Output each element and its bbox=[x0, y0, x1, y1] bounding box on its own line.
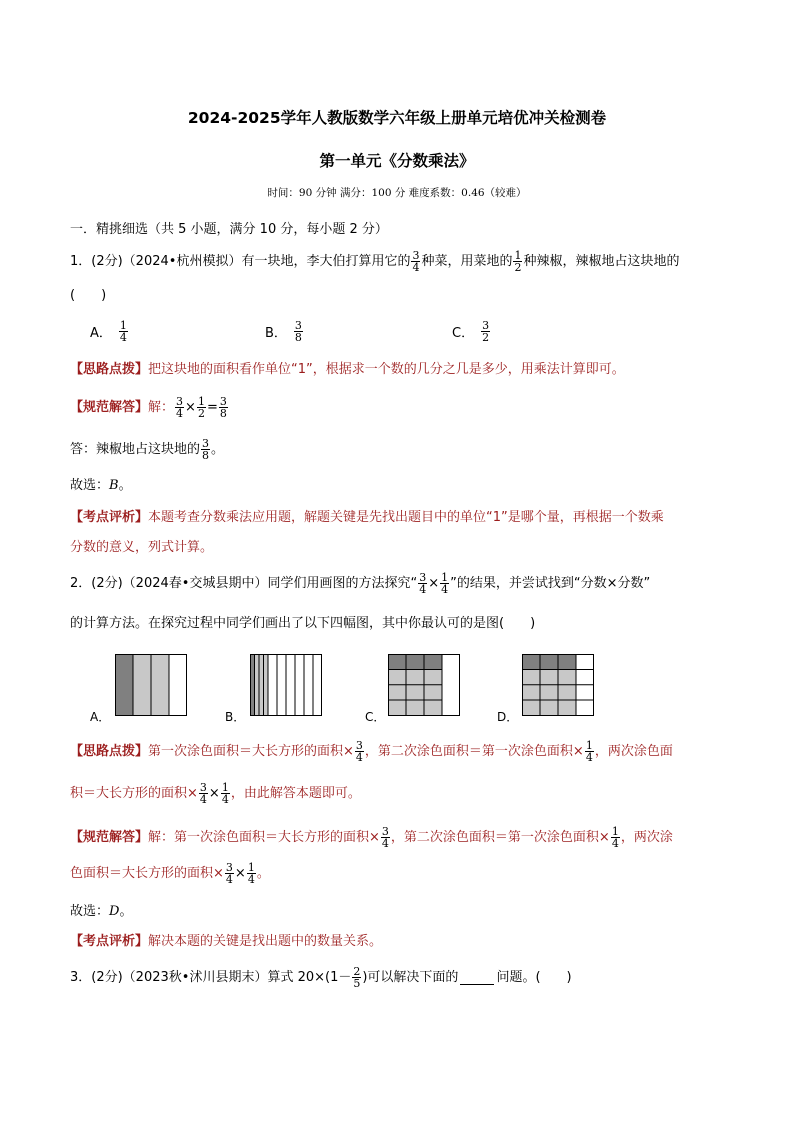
unit-title: 第一单元《分数乘法》 bbox=[319, 152, 475, 170]
q2-stem: 2．(2分)（2024春•交城县期中）同学们用画图的方法探究“ $\frac{3}{4}$ × $\frac{1}{4}$ ”的结果，并尝试找到“分数×分数” bbox=[70, 571, 651, 596]
q3-blank[interactable] bbox=[460, 970, 494, 985]
section-heading: 一．精挑细选（共 5 小题，满分 10 分，每小题 2 分） bbox=[70, 222, 388, 237]
figure-a-label: A． bbox=[90, 710, 111, 724]
figure-d[interactable] bbox=[522, 654, 594, 716]
q1-mid: 种菜，用菜地的 bbox=[421, 253, 513, 269]
figure-a[interactable] bbox=[115, 654, 187, 716]
q2-hint-1: 【思路点拨】 第一次涂色面积＝大长方形的面积× $\frac{3}{4}$ ，第二次涂色面积＝第一次涂色面积× $\frac{1}{4}$ ，两次涂色面 bbox=[70, 739, 673, 764]
q1-choice: 故选： B 。 bbox=[70, 478, 132, 493]
q1-stem bbox=[70, 250, 679, 273]
q1-paren: ( ) bbox=[70, 288, 107, 303]
q1-option-b[interactable]: B． $\frac{3}{8}$ bbox=[265, 319, 302, 344]
q1-fraction-1: $\frac{3}{4}$ bbox=[412, 249, 420, 274]
figure-d-label: D． bbox=[497, 710, 519, 724]
q1-prefix: 1．(2分)（2024•杭州模拟）有一块地，李大伯打算用它的 bbox=[70, 253, 411, 269]
q2-choice: 故选： D 。 bbox=[70, 904, 133, 919]
q2-hint-2: 积＝大长方形的面积× $\frac{3}{4}$ × $\frac{1}{4}$ ，由此解答本题即可。 bbox=[70, 781, 361, 806]
q2-stem-line2: 的计算方法。在探究过程中同学们画出了以下四幅图，其中你最认可的是图( ) bbox=[70, 616, 536, 631]
q1-answer: 【规范解答】 解： $\frac{3}{4}$ × $\frac{1}{2}$ = $\frac{3}{8}$ bbox=[70, 395, 227, 420]
q1-analysis-1: 【考点评析】 本题考查分数乘法应用题，解题关键是先找出题目中的单位“1”是哪个量，再根据一个数乘 bbox=[70, 510, 664, 525]
q1-analysis-2: 分数的意义，列式计算。 bbox=[70, 540, 214, 555]
q1-reply: 答：辣椒地占这块地的 $\frac{3}{8}$ 。 bbox=[70, 437, 225, 462]
q1-option-c[interactable]: C． $\frac{3}{2}$ bbox=[452, 319, 490, 344]
q2-answer-2: 色面积＝大长方形的面积× $\frac{3}{4}$ × $\frac{1}{4}$ 。 bbox=[70, 861, 270, 886]
q1-suffix: 种辣椒，辣椒地占这块地的 bbox=[523, 253, 680, 269]
q2-answer-1: 【规范解答】 解：第一次涂色面积＝大长方形的面积× $\frac{3}{4}$ ，第二次涂色面积＝第一次涂色面积× $\frac{1}{4}$ ，两次涂 bbox=[70, 825, 673, 850]
figure-b[interactable] bbox=[250, 654, 322, 716]
document-title: 2024-2025学年人教版数学六年级上册单元培优冲关检测卷 bbox=[187, 109, 607, 127]
q1-fraction-2: $\frac{1}{2}$ bbox=[514, 249, 522, 274]
figure-b-label: B． bbox=[225, 710, 246, 724]
q3-stem: 3．(2分)（2023秋•沭川县期末）算式 20×(1－ $\frac{2}{5}$ )可以解决下面的 问题。( ) bbox=[70, 965, 572, 990]
figure-c-label: C． bbox=[365, 710, 386, 724]
q1-hint: 【思路点拨】 把这块地的面积看作单位“1”，根据求一个数的几分之几是多少，用乘法计算即可。 bbox=[70, 362, 625, 377]
q1-option-a[interactable]: A． $\frac{1}{4}$ bbox=[90, 319, 127, 344]
figure-c[interactable] bbox=[388, 654, 460, 716]
q2-analysis: 【考点评析】 解决本题的关键是找出题中的数量关系。 bbox=[70, 934, 383, 949]
exam-meta: 时间：90 分钟 满分：100 分 难度系数：0.46（较难） bbox=[267, 187, 527, 199]
